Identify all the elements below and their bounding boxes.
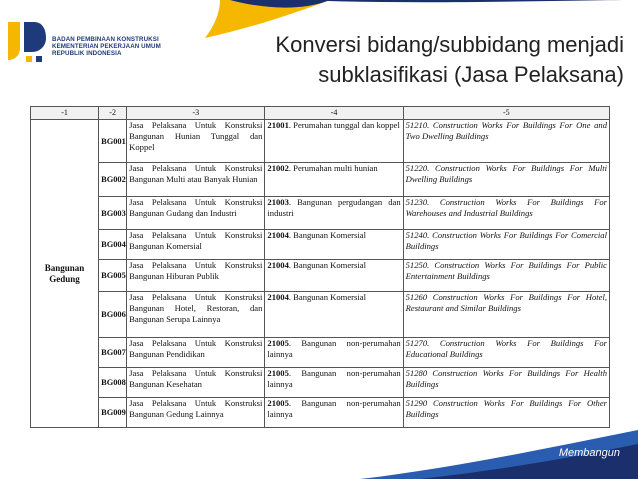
subclass-cell — [265, 398, 403, 428]
table-row — [31, 120, 610, 163]
table-row — [31, 292, 610, 338]
org-line: BADAN PEMBINAAN KONSTRUKSI — [52, 36, 159, 43]
description-cell: Jasa Pelaksana Untuk Konstruksi Bangunan Pendidikan — [127, 338, 265, 368]
subclass-cell — [265, 230, 403, 260]
subclass-text: . Bangunan Komersial — [288, 292, 366, 302]
conversion-table — [30, 106, 610, 428]
title-line: subklasifikasi (Jasa Pelaksana) — [318, 62, 624, 87]
group-cell: Bangunan Gedung — [31, 120, 99, 428]
table-row — [31, 368, 610, 398]
organization-name — [52, 36, 161, 57]
code-cell: BG009 — [99, 398, 127, 428]
code-cell: BG002 — [99, 163, 127, 197]
subclass-cell — [265, 292, 403, 338]
title-line: Konversi bidang/subbidang menjadi — [275, 32, 624, 57]
table-row — [31, 197, 610, 230]
conversion-table-wrapper — [30, 106, 610, 452]
footer-band — [0, 430, 638, 479]
kbli-cell: 51260 Construction Works For Buildings For Hotel, Restaurant and Similar Buildings — [403, 292, 609, 338]
subclass-text: . Bangunan non-perumahan lainnya — [267, 338, 401, 359]
org-line: KEMENTERIAN PEKERJAAN UMUM — [52, 43, 161, 50]
table-row — [31, 260, 610, 292]
subclass-cell — [265, 197, 403, 230]
table-header-row — [31, 107, 610, 120]
subclass-code: 21004 — [267, 292, 289, 302]
subclass-text: . Bangunan non-perumahan lainnya — [267, 368, 401, 389]
kbli-cell: 51210. Construction Works For Buildings For One and Two Dwelling Buildings — [403, 120, 609, 163]
subclass-code: 21001 — [267, 120, 289, 130]
table-row — [31, 230, 610, 260]
description-cell: Jasa Pelaksana Untuk Konstruksi Bangunan Hotel, Restoran, dan Bangunan Serupa Lainnya — [127, 292, 265, 338]
column-header: -5 — [403, 107, 609, 120]
kbli-cell: 51220. Construction Works For Buildings For Multi Dwelling Buildings — [403, 163, 609, 197]
subclass-code: 21005 — [267, 338, 289, 348]
subclass-code: 21004 — [267, 260, 289, 270]
subclass-code: 21004 — [267, 230, 289, 240]
subclass-text: . Bangunan Komersial — [288, 260, 366, 270]
kbli-cell: 51270. Construction Works For Buildings For Educational Buildings — [403, 338, 609, 368]
description-cell: Jasa Pelaksana Untuk Konstruksi Bangunan Kesehatan — [127, 368, 265, 398]
description-cell: Jasa Pelaksana Untuk Konstruksi Bangunan Gudang dan Industri — [127, 197, 265, 230]
kbli-cell: 51290 Construction Works For Buildings For Other Buildings — [403, 398, 609, 428]
code-cell: BG007 — [99, 338, 127, 368]
kbli-cell: 51240. Construction Works For Buildings For Comercial Buildings — [403, 230, 609, 260]
subclass-text: . Bangunan pergudangan dan industri — [267, 197, 401, 218]
ministry-logo — [4, 18, 194, 78]
subclass-cell — [265, 120, 403, 163]
code-cell: BG006 — [99, 292, 127, 338]
org-line: REPUBLIK INDONESIA — [52, 50, 122, 57]
code-cell: BG008 — [99, 368, 127, 398]
subclass-code: 21003 — [267, 197, 289, 207]
description-cell: Jasa Pelaksana Untuk Konstruksi Bangunan Hunian Tunggal dan Koppel — [127, 120, 265, 163]
subclass-code: 21005 — [267, 398, 289, 408]
code-cell: BG001 — [99, 120, 127, 163]
table-row — [31, 398, 610, 428]
footer-tagline: Membangun — [558, 447, 620, 459]
column-header: -3 — [127, 107, 265, 120]
code-cell: BG004 — [99, 230, 127, 260]
subclass-code: 21002 — [267, 163, 289, 173]
pu-logo-icon — [4, 18, 48, 66]
column-header: -4 — [265, 107, 403, 120]
description-cell: Jasa Pelaksana Untuk Konstruksi Bangunan Gedung Lainnya — [127, 398, 265, 428]
description-cell: Jasa Pelaksana Untuk Konstruksi Bangunan Komersial — [127, 230, 265, 260]
code-cell: BG003 — [99, 197, 127, 230]
kbli-cell: 51250. Construction Works For Buildings For Public Entertainment Buildings — [403, 260, 609, 292]
subclass-text: . Perumahan multi hunian — [288, 163, 378, 173]
subclass-text: . Bangunan non-perumahan lainnya — [267, 398, 401, 419]
description-cell: Jasa Pelaksana Untuk Konstruksi Bangunan Multi atau Banyak Hunian — [127, 163, 265, 197]
subclass-cell — [265, 260, 403, 292]
code-cell: BG005 — [99, 260, 127, 292]
column-header: -1 — [31, 107, 99, 120]
description-cell: Jasa Pelaksana Untuk Konstruksi Bangunan Hiburan Publik — [127, 260, 265, 292]
subclass-text: . Perumahan tunggal dan koppel — [288, 120, 400, 130]
page-title — [204, 30, 624, 90]
subclass-text: . Bangunan Komersial — [288, 230, 366, 240]
subclass-cell — [265, 163, 403, 197]
table-row — [31, 163, 610, 197]
subclass-cell — [265, 368, 403, 398]
kbli-cell: 51230. Construction Works For Buildings For Warehouses and Industrial Buildings — [403, 197, 609, 230]
column-header: -2 — [99, 107, 127, 120]
subclass-code: 21005 — [267, 368, 289, 378]
table-row — [31, 338, 610, 368]
subclass-cell — [265, 338, 403, 368]
kbli-cell: 51280 Construction Works For Buildings For Health Buildings — [403, 368, 609, 398]
